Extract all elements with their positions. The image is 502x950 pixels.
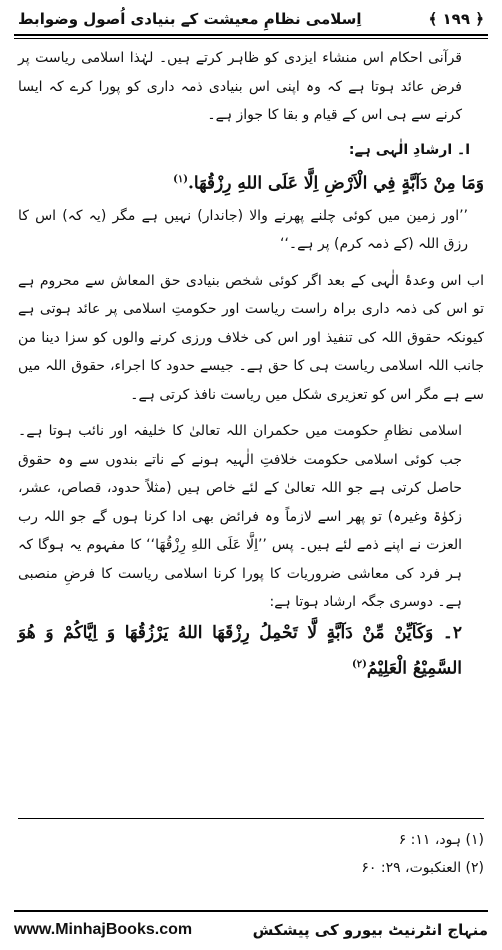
footnote-rule bbox=[18, 818, 484, 819]
quran-verse-2 bbox=[18, 617, 462, 685]
page-body bbox=[18, 44, 484, 684]
quran-verse-2-text: ۲۔ وَكَاَيِّنْ مِّنْ دَآبَّةٍ لَّا تَحْمِلُ رِزْقَهَا اللهُ يَرْزُقُهَا وَ اِيَّاكُمْ وَ هُوَ السَّمِيْعُ الْعَلِيْمُ bbox=[18, 622, 462, 679]
running-header bbox=[18, 6, 484, 32]
footnotes bbox=[18, 826, 484, 882]
footnote-ref-1: (۱) bbox=[173, 174, 188, 185]
paragraph-1: قرآنی احکام اس منشاء ایزدی کو ظاہر کرتے ہیں۔ لہٰذا اسلامی ریاست پر فرض عائد ہوتا ہے کہ وہ اپنی اس بنیادی ذمہ داری کو پورا کرے کہ ایسا کرنے سے ہی اس کے قیام و بقا کا جواز ہے۔ bbox=[18, 50, 462, 123]
header-title: اِسلامی نظامِ معیشت کے بنیادی اُصول وضوابط bbox=[18, 10, 362, 28]
quran-verse-1-text: وَمَا مِنْ دَآبَّةٍ فِي الْاَرْضِ اِلَّا عَلَى اللهِ رِزْقُهَا. bbox=[188, 173, 484, 194]
verse-1-translation: ’’اور زمین میں کوئی چلنے پھرنے والا (جاندار) نہیں ہے مگر (یہ کہ) اس کا رزق اللہ (کے ذمہ کرم) پر ہے۔‘‘ bbox=[18, 207, 468, 253]
page-footer bbox=[14, 916, 488, 944]
paragraph-3: اسلامی نظامِ حکومت میں حکمران اللہ تعالیٰ کا خلیفہ اور نائب ہوتا ہے۔ جب کوئی اسلامی حکومت خلافتِ الٰہیہ ہونے کے ناتے بندوں سے وہ حقوق حاصل کرتی ہے جو اللہ تعالیٰ کے لئے خاص ہیں (مثلاً حدود، قصاص، عشر، زکوٰۃ وغیرہ) تو پھر اسے لازماً وہ فرائض بھی ادا کرنا ہوں گے جو اللہ رب العزت نے اپنے ذمے لئے ہیں۔ پس ’’اِلَّا عَلَى اللهِ رِزْقُهَا‘‘ کا مفہوم یہ ہوگا کہ ہر فرد کی معاشی ضروریات کا پورا کرنا اسلامی ریاست کا فرضِ منصبی ہے۔ دوسری جگہ ارشاد ہوتا ہے: bbox=[18, 423, 462, 611]
page-number: ﴿ ۱۹۹ ﴾ bbox=[428, 10, 484, 28]
footnote-1: (۱) ہود، ۱۱: ۶ bbox=[398, 832, 484, 848]
header-rule bbox=[14, 34, 488, 36]
heading-divine-command: ا۔ ارشادِ الٰہی ہے: bbox=[348, 141, 470, 158]
paragraph-2: اب اس وعدۂ الٰہی کے بعد اگر کوئی شخص بنیادی حق المعاش سے محروم ہے تو اس کی ذمہ داری براہ راست ریاست اور حکومتِ اسلامی پر عائد ہوتی ہے کیونکہ حقوق اللہ کی تنفیذ اور اس کی خلاف ورزی کرنے والوں کو سزا دینا من جانب اللہ اسلامی ریاست ہی کا حق ہے۔ جیسے حدود کا اجراء، حقوق اللہ میں سے ہے مگر اس کو تعزیری شکل میں ریاست نافذ کرتی ہے۔ bbox=[18, 272, 484, 403]
header-rule-thin bbox=[14, 38, 488, 39]
footnote-ref-2: (۲) bbox=[351, 658, 367, 670]
footer-website-link[interactable]: www.MinhajBooks.com bbox=[14, 921, 193, 938]
footnote-2: (۲) العنکبوت، ۲۹: ۶۰ bbox=[361, 860, 484, 876]
footer-rule bbox=[14, 910, 488, 912]
footer-credit: منہاج انٹرنیٹ بیورو کی پیشکش bbox=[252, 921, 488, 939]
quran-verse-1 bbox=[18, 164, 484, 200]
